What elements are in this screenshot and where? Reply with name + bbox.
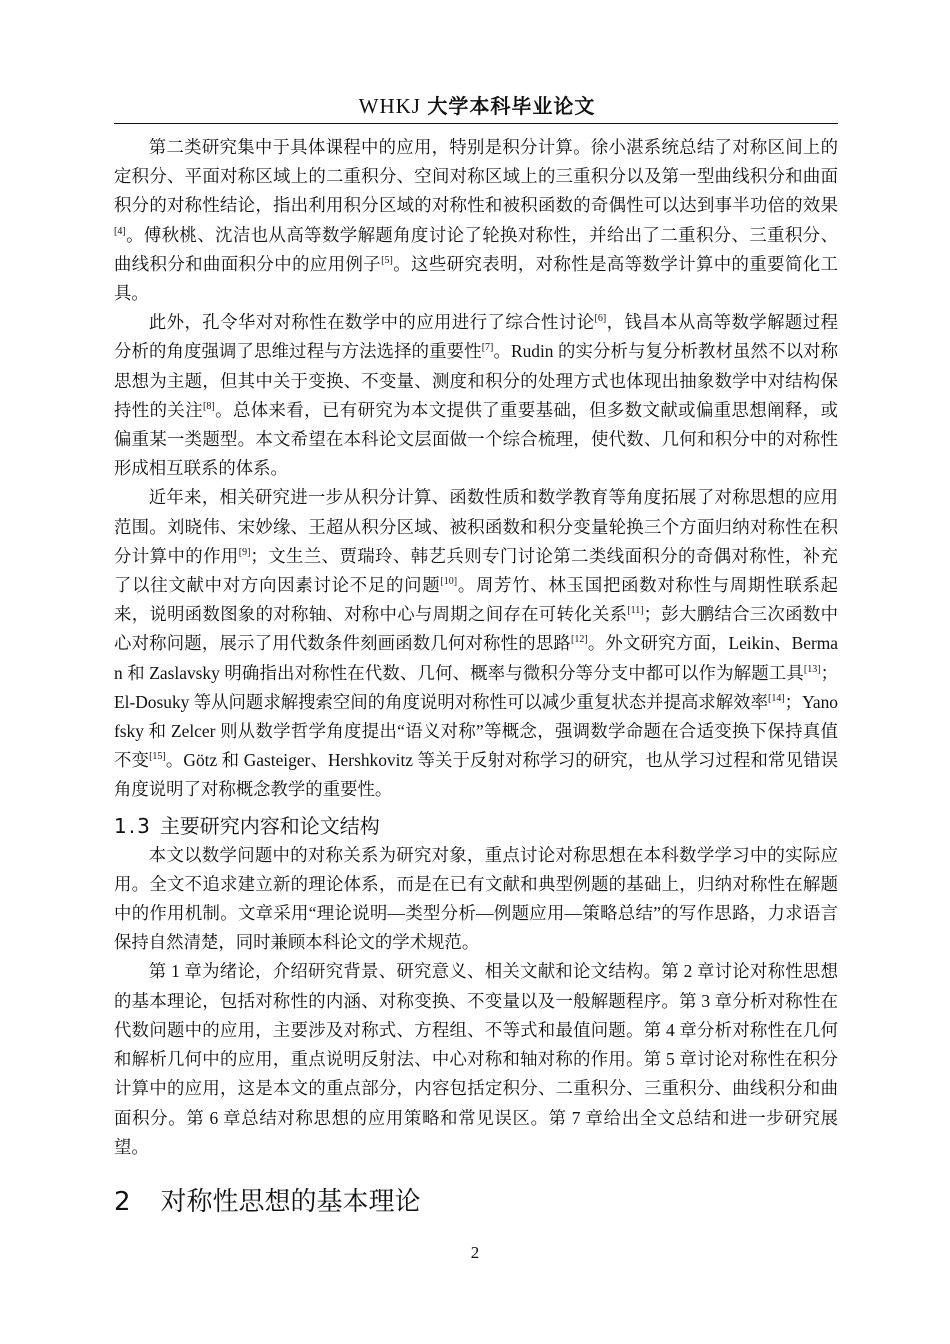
running-header xyxy=(114,92,840,120)
text-run: 第二类研究集中于具体课程中的应用，特别是积分计算。徐小湛系统总结了对称区间上的定积分、平面对称区域上的二重积分、空间对称区域上的三重积分以及第一型曲线积分和曲面积分的对称性结论，指出利用积分区域的对称性和被积函数的奇偶性可以达到事半功倍的效果 xyxy=(114,137,838,216)
page-number: 2 xyxy=(470,1243,480,1262)
citation-6: [6] xyxy=(594,313,607,325)
citation-13: [13] xyxy=(803,663,821,675)
section-title: 主要研究内容和论文结构 xyxy=(159,813,380,838)
text-run: 。Götz 和 Gasteiger、Hershkovitz 等关于反射对称学习的研究，也从学习过程和常见错误角度说明了对称概念教学的重要性。 xyxy=(114,750,838,800)
text-run: ，钱昌本从高等数学解题过程分析的角度强调了思维过程与方法选择的重要性 xyxy=(114,312,838,362)
body-text xyxy=(114,133,838,1220)
text-run: ；Yanofsky 和 Zelcer 则从数学哲学角度提出“语义对称”等概念，强调数学命题在合适变换下保持真值不变 xyxy=(114,691,838,771)
header-title: 大学本科毕业论文 xyxy=(427,94,596,118)
citation-8: [8] xyxy=(203,400,215,412)
citation-4: [4] xyxy=(114,225,126,237)
text-run: ；文生兰、贾瑞玲、韩艺兵则专门讨论第二类线面积分的奇偶对称性，补充了以往文献中对方向因素讨论不足的问题 xyxy=(114,545,838,596)
text-run: 。总体来看，已有研究为本文提供了重要基础，但多数文献或偏重思想阐释，或偏重某一类题型。本文希望在本科论文层面做一个综合梳理，使代数、几何和积分中的对称性形成相互联系的体系。 xyxy=(114,399,838,479)
citation-7: [7] xyxy=(481,342,494,354)
chapter-number: 2 xyxy=(114,1186,131,1217)
text-run: 。外文研究方面，Leikin、Berman 和 Zaslavsky 明确指出对称性在代数、几何、概率与微积分等分支中都可以作为解题工具 xyxy=(114,633,838,683)
text-run: ；彭大鹏结合三次函数中心对称问题，展示了用代数条件刻画函数几何对称性的思路 xyxy=(114,604,838,654)
citation-11: [11] xyxy=(627,605,644,617)
citation-15: [15] xyxy=(149,751,166,763)
text-run: ；El-Dosuky 等从问题求解搜索空间的角度说明对称性可以减少重复状态并提高求解效率 xyxy=(114,662,838,712)
header-rule xyxy=(114,123,838,124)
section-number: 1.3 xyxy=(114,813,152,838)
text-run: 。傅秋桃、沈洁也从高等数学解题角度讨论了轮换对称性，并给出了二重积分、三重积分、曲线积分和曲面积分中的应用例子 xyxy=(114,224,838,274)
text-run: 。周芳竹、林玉国把函数对称性与周期性联系起来，说明函数图象的对称轴、对称中心与周期之间存在可转化关系 xyxy=(114,575,838,625)
text-run: 此外，孔令华对对称性在数学中的应用进行了综合性讨论 xyxy=(148,312,595,333)
text-run: 近年来，相关研究进一步从积分计算、函数性质和数学教育等角度拓展了对称思想的应用范围。刘晓伟、宋妙缘、王超从积分区域、被积函数和积分变量轮换三个方面归纳对称性在积分计算中的作用 xyxy=(114,487,838,566)
paragraph-2 xyxy=(114,308,838,483)
chapter-title: 对称性思想的基本理论 xyxy=(160,1186,421,1217)
paragraph-1 xyxy=(114,133,838,308)
text-run: 。这些研究表明，对称性是高等数学计算中的重要简化工具。 xyxy=(114,253,838,304)
citation-10: [10] xyxy=(440,576,458,588)
citation-5: [5] xyxy=(381,254,393,266)
citation-12: [12] xyxy=(571,634,588,646)
text-run: 。Rudin 的实分析与复分析教材虽然不以对称思想为主题，但其中关于变换、不变量、测度和积分的处理方式也体现出抽象数学中对结构保持性的关注 xyxy=(114,341,838,420)
chapter-heading-2 xyxy=(114,1184,838,1220)
citation-14: [14] xyxy=(768,692,785,704)
paragraph-5: 第 1 章为绪论，介绍研究背景、研究意义、相关文献和论文结构。第 2 章讨论对称性思想的基本理论，包括对称性的内涵、对称变换、不变量以及一般解题程序。第 3 章分析对称性在代数问题中的应用，主要涉及对称式、方程组、不等式和最值问题。第 4 章分析对称性在几何和解析几何中的应用，重点说明反射法、中心对称和轴对称的作用。第 5 章讨论对称性在积分计算中的应用，这是本文的重点部分，内容包括定积分、二重积分、三重积分、曲线积分和曲面积分。第 6 章总结对称思想的应用策略和常见误区。第 7 章给出全文总结和进一步研究展望。 xyxy=(114,961,838,1157)
header-latin: WHKJ xyxy=(358,94,421,118)
paragraph-3 xyxy=(114,483,838,804)
citation-9: [9] xyxy=(238,546,251,558)
paragraph-4: 本文以数学问题中的对称关系为研究对象，重点讨论对称思想在本科数学学习中的实际应用。全文不追求建立新的理论体系，而是在已有文献和典型例题的基础上，归纳对称性在解题中的作用机制。文章采用“理论说明—类型分析—例题应用—策略总结”的写作思路，力求语言保持自然清楚，同时兼顾本科论文的学术规范。 xyxy=(114,844,838,953)
section-heading-1-3 xyxy=(114,811,838,841)
